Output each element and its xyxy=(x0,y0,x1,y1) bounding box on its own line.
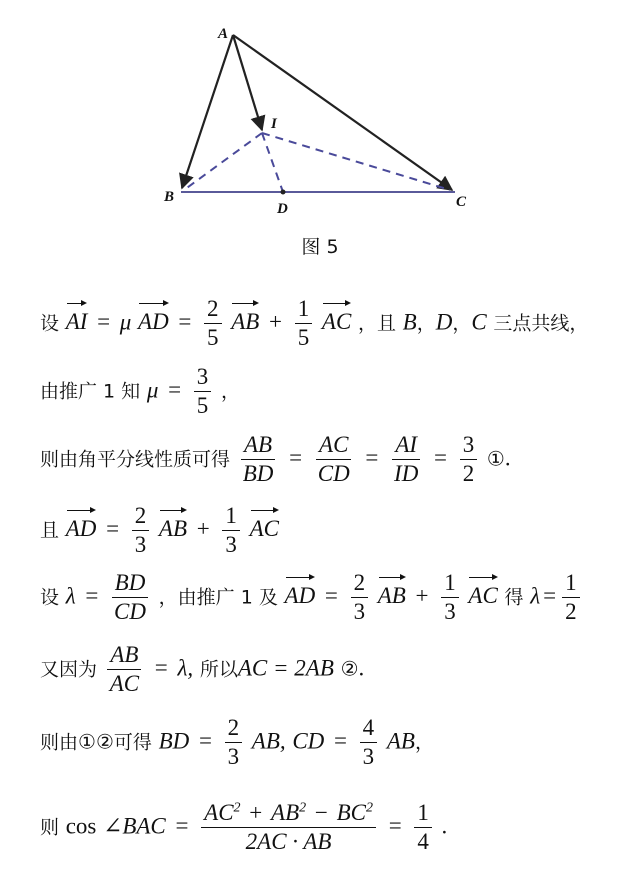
equation: AC = 2AB xyxy=(237,655,334,681)
operator: − xyxy=(309,800,334,825)
equation-marker: ② xyxy=(340,656,359,681)
vector-AD-symbol: AD xyxy=(285,575,316,607)
fraction xyxy=(391,432,421,488)
label-A: A xyxy=(218,26,229,42)
numerator: 4 xyxy=(360,715,378,743)
text-line-1 xyxy=(40,296,640,352)
text: 则由 xyxy=(40,731,79,754)
denominator: 3 xyxy=(362,744,375,770)
denominator: 5 xyxy=(196,393,209,419)
numerator: 1 xyxy=(562,570,580,598)
denominator: 3 xyxy=(225,532,237,558)
operator: = xyxy=(97,309,111,335)
lambda-symbol: λ xyxy=(530,583,541,609)
numerator: 2 xyxy=(132,503,150,531)
text-line-8 xyxy=(40,800,640,856)
text: 则 xyxy=(40,816,60,839)
denominator: AC xyxy=(109,671,140,697)
denominator: 4 xyxy=(417,829,429,855)
denominator: 3 xyxy=(134,532,147,558)
vector-AB-symbol: AB xyxy=(159,508,187,540)
denominator: 2 xyxy=(565,599,577,625)
numerator: AB xyxy=(107,642,141,670)
fraction xyxy=(204,296,222,352)
text: 由推广 1 知 xyxy=(40,380,141,403)
equation-marker: ① xyxy=(486,446,505,471)
fraction xyxy=(414,800,432,856)
vector-AB-symbol: AB xyxy=(378,575,406,607)
numerator: 1 xyxy=(441,570,459,598)
lambda-symbol: λ xyxy=(65,583,76,609)
denominator: 3 xyxy=(227,744,240,770)
numerator: 1 xyxy=(222,503,240,531)
operator: + xyxy=(415,583,429,609)
operator: = xyxy=(543,583,557,609)
fraction xyxy=(201,800,376,856)
fraction xyxy=(295,296,313,352)
segment-symbol: BD xyxy=(158,728,190,754)
point-symbol: B xyxy=(402,309,417,335)
exponent: 2 xyxy=(233,800,241,816)
text: ， xyxy=(452,312,472,335)
operator: = xyxy=(178,309,192,335)
label-B: B xyxy=(164,189,175,205)
text-line-6 xyxy=(40,642,640,698)
numerator: 1 xyxy=(295,296,313,324)
term: AC xyxy=(204,800,234,825)
fraction xyxy=(460,432,478,488)
text-line-2 xyxy=(40,364,640,420)
triangle-figure xyxy=(0,0,640,230)
text: 所以 xyxy=(199,658,238,681)
denominator: CD xyxy=(114,599,146,625)
operator: = xyxy=(289,445,303,471)
text-line-4 xyxy=(40,503,640,559)
operator: = xyxy=(106,516,120,542)
operator: + xyxy=(269,309,283,335)
text-line-3 xyxy=(40,432,640,488)
exponent: 2 xyxy=(366,800,373,816)
fraction xyxy=(351,570,369,626)
segment-symbol: AB, xyxy=(251,728,286,754)
dashed-IB xyxy=(184,133,262,190)
text-line-5 xyxy=(40,570,640,626)
point-symbol: D xyxy=(435,309,453,335)
dashed-IC xyxy=(262,133,450,190)
segment-symbol: AB xyxy=(386,728,415,754)
text: 则由角平分线性质可得 xyxy=(40,448,231,471)
numerator: 3 xyxy=(460,432,478,460)
operator: = xyxy=(388,813,402,839)
vector-AD-symbol: AD xyxy=(138,301,169,333)
vector-AB xyxy=(182,35,233,188)
operator: = xyxy=(365,445,379,471)
operator: = xyxy=(333,728,347,754)
point-symbol: C xyxy=(471,309,487,335)
operator: = xyxy=(324,583,338,609)
fraction xyxy=(360,715,378,771)
term: BC xyxy=(336,800,366,825)
vector-AC-symbol: AC xyxy=(250,508,279,540)
numerator: BD xyxy=(112,570,149,598)
text: ，且 xyxy=(357,312,396,335)
dashed-ID xyxy=(262,133,283,192)
vector-AB-symbol: AB xyxy=(231,301,259,333)
text: ， xyxy=(416,312,436,335)
text: ， xyxy=(220,380,240,403)
text: . xyxy=(504,445,511,471)
numerator: AI xyxy=(392,432,420,460)
vector-AC-symbol: AC xyxy=(468,575,497,607)
vector-AI-symbol: AI xyxy=(66,301,88,333)
cos-function: cos xyxy=(65,813,97,839)
vector-AC xyxy=(233,35,452,190)
fraction xyxy=(194,364,212,420)
segment-symbol: CD xyxy=(292,728,325,754)
numerator: 2 xyxy=(225,715,243,743)
text: 可得 xyxy=(113,731,152,754)
exponent: 2 xyxy=(299,800,307,816)
point-D xyxy=(281,190,286,195)
fraction xyxy=(225,715,243,771)
fraction xyxy=(562,570,580,626)
vector-AC-symbol: AC xyxy=(322,301,351,333)
denominator: 5 xyxy=(207,325,219,351)
text: . xyxy=(441,813,448,839)
text: 设 xyxy=(40,586,60,609)
operator: = xyxy=(198,728,212,754)
text: ，由推广 1 及 xyxy=(158,586,278,609)
denominator: ID xyxy=(394,461,419,487)
equation-marker: ①② xyxy=(78,729,114,754)
lambda-symbol: λ, xyxy=(177,655,194,681)
operator: = xyxy=(168,377,182,403)
fraction xyxy=(315,432,353,488)
numerator: 2 xyxy=(204,296,222,324)
numerator: 3 xyxy=(194,364,212,392)
vector-AI xyxy=(233,35,262,130)
fraction xyxy=(240,432,277,488)
text-line-7 xyxy=(40,715,640,771)
text: 又因为 xyxy=(40,658,98,681)
text: 且 xyxy=(40,519,60,542)
mu-symbol: μ xyxy=(119,309,132,335)
numerator xyxy=(201,800,376,828)
text: 三点共线， xyxy=(493,312,589,335)
fraction xyxy=(222,503,240,559)
label-C: C xyxy=(456,194,467,210)
numerator: AB xyxy=(241,432,275,460)
denominator: 5 xyxy=(297,325,310,351)
denominator: 3 xyxy=(444,599,456,625)
fraction xyxy=(107,642,142,698)
operator: = xyxy=(175,813,189,839)
text: 得 xyxy=(504,586,524,609)
numerator: 2 xyxy=(351,570,369,598)
denominator: 2 xyxy=(462,461,475,487)
fraction xyxy=(132,503,150,559)
mu-symbol: μ xyxy=(146,377,159,403)
operator: = xyxy=(85,583,99,609)
fraction xyxy=(111,570,149,626)
denominator: 3 xyxy=(353,599,366,625)
text: . xyxy=(358,655,365,681)
text: ， xyxy=(414,731,434,754)
operator: = xyxy=(154,655,168,681)
angle-symbol: ∠BAC xyxy=(103,813,166,839)
term: AB xyxy=(271,800,300,825)
operator: + xyxy=(243,800,269,825)
operator: = xyxy=(434,445,447,471)
operator: + xyxy=(196,516,210,542)
label-D: D xyxy=(277,201,288,217)
vector-AD-symbol: AD xyxy=(66,508,97,540)
numerator: AC xyxy=(316,432,351,460)
text: 设 xyxy=(40,312,60,335)
denominator: 2AC · AB xyxy=(245,829,332,855)
figure-caption: 图 5 xyxy=(301,236,339,258)
label-I: I xyxy=(271,116,277,132)
numerator: 1 xyxy=(414,800,432,828)
fraction xyxy=(441,570,459,626)
denominator: BD xyxy=(242,461,274,487)
denominator: CD xyxy=(317,461,350,487)
